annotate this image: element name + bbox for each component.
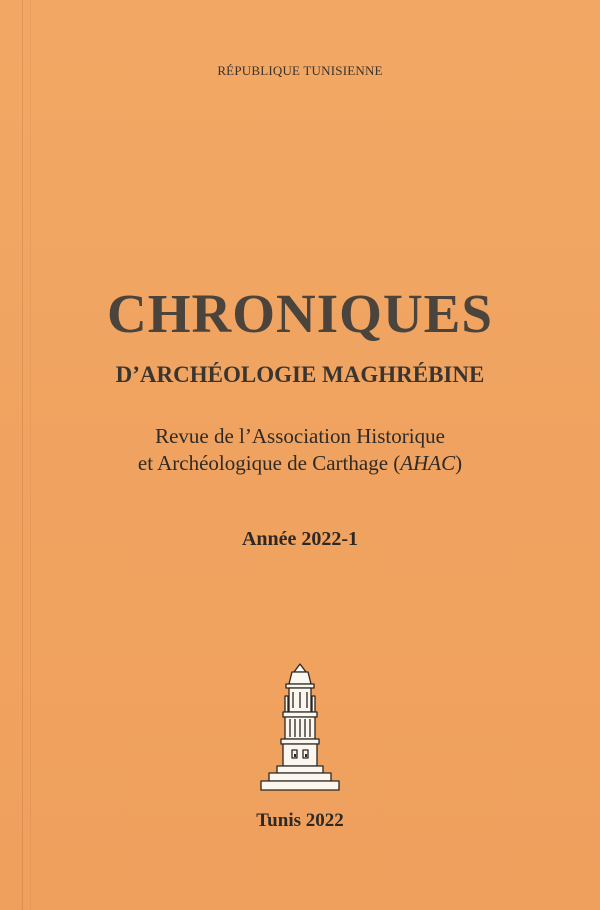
- publisher-abbreviation: AHAC: [400, 451, 456, 475]
- journal-subtitle: D’ARCHÉOLOGIE MAGHRÉBINE: [115, 362, 485, 387]
- journal-title: CHRONIQUES: [107, 283, 493, 344]
- publisher-line-1: Revue de l’Association Historique: [155, 424, 445, 448]
- republic-heading: RÉPUBLIQUE TUNISIENNE: [217, 63, 383, 78]
- publisher-line-2-suffix: ): [455, 451, 463, 475]
- publication-place-year: Tunis 2022: [256, 810, 344, 831]
- publisher-description: [0, 423, 600, 477]
- mausoleum-tower-icon: [255, 660, 345, 800]
- publisher-line-2-prefix: et Archéologique de Carthage (: [137, 451, 401, 475]
- issue-year: Année 2022-1: [241, 528, 359, 550]
- publisher-line-2: [0, 450, 600, 477]
